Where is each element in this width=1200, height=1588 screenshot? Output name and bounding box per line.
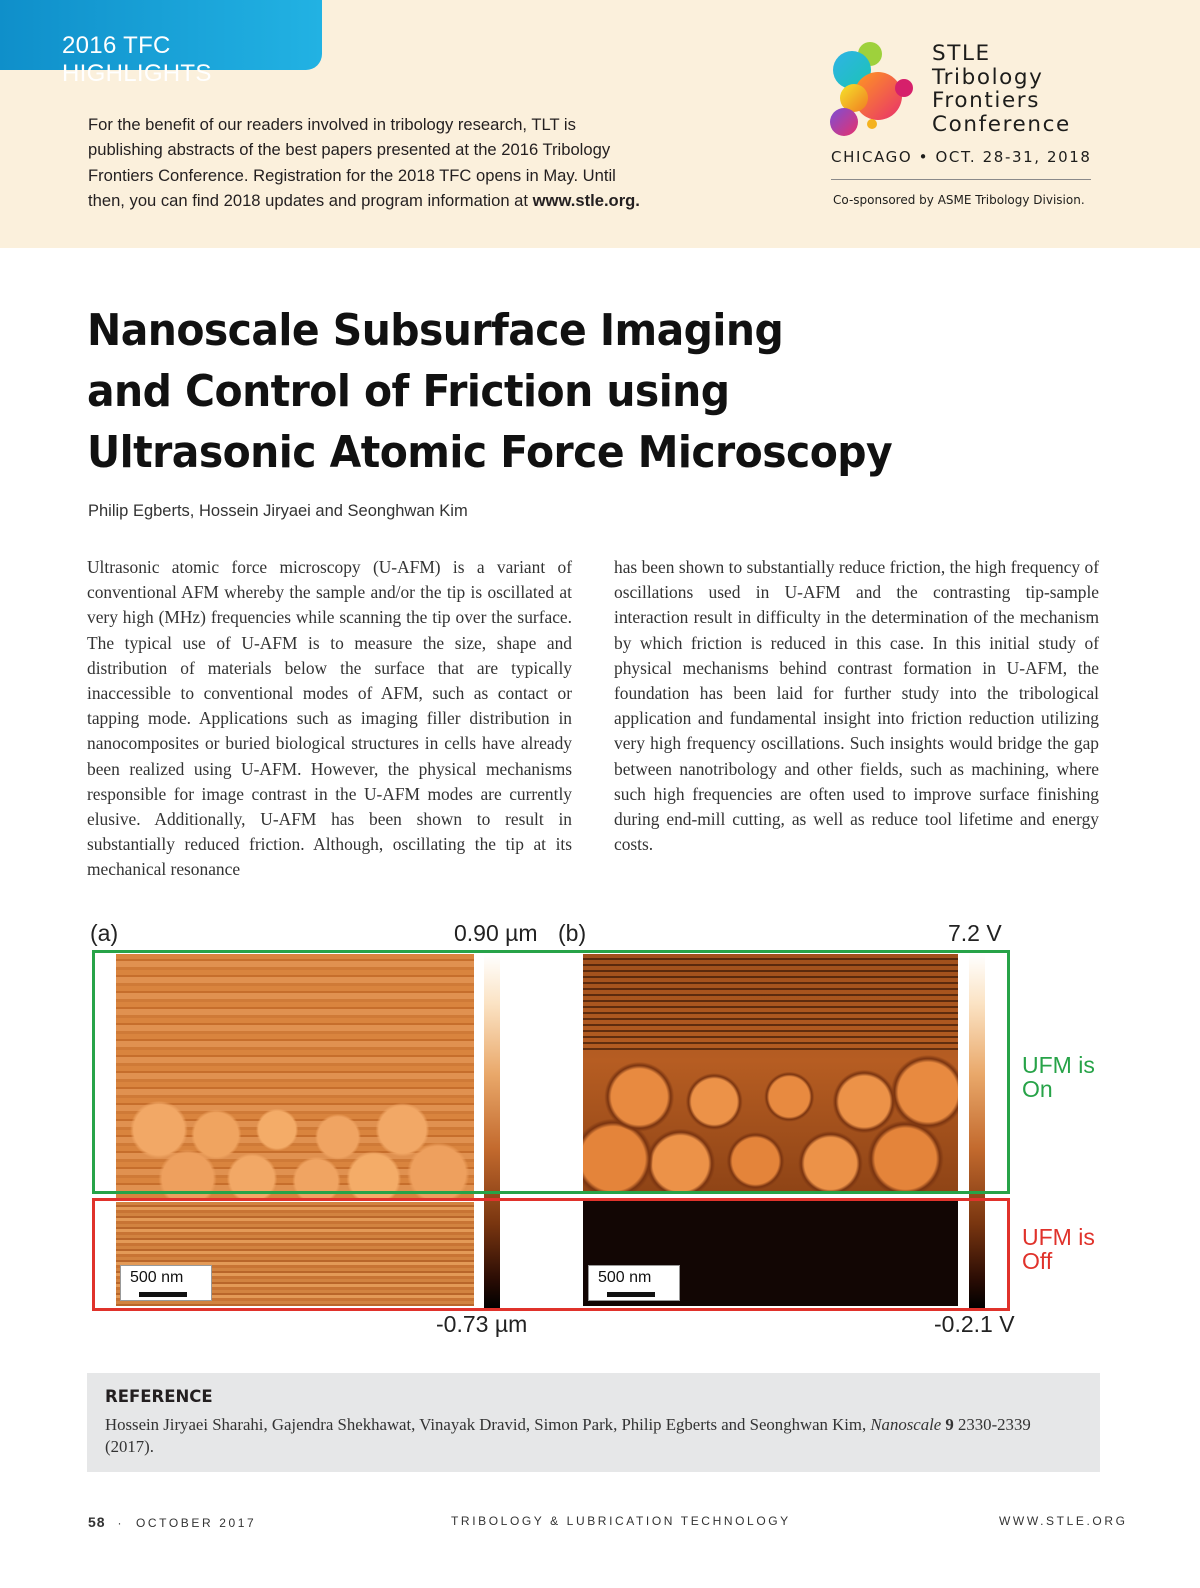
scale-bar-label: 500 nm bbox=[130, 1269, 184, 1286]
panel-b-min-label: -0.2.1 V bbox=[934, 1311, 1015, 1337]
reference-heading: REFERENCE bbox=[105, 1387, 213, 1406]
scale-bar-line bbox=[139, 1292, 187, 1297]
article-title bbox=[87, 300, 924, 483]
logo-line: STLE bbox=[932, 41, 991, 66]
intro-line: For the benefit of our readers involved in tribology research, TLT is bbox=[88, 115, 576, 134]
ufm-on-line: UFM is bbox=[1022, 1052, 1095, 1078]
tfc-logo-icon bbox=[826, 38, 918, 138]
reference-volume: 9 bbox=[945, 1415, 954, 1434]
panel-b-scale-bar bbox=[588, 1265, 680, 1301]
publication-name: TRIBOLOGY & LUBRICATION TECHNOLOGY bbox=[451, 1514, 791, 1528]
panel-a-scale-bar bbox=[120, 1265, 212, 1301]
logo-line: Frontiers bbox=[932, 88, 1041, 113]
cosponsor-note: Co-sponsored by ASME Tribology Division. bbox=[833, 193, 1085, 207]
intro-line: publishing abstracts of the best papers presented at the 2016 Tribology bbox=[88, 140, 611, 160]
intro-url-link[interactable]: www.stle.org. bbox=[532, 190, 640, 210]
afm-figure bbox=[86, 918, 1116, 1348]
panel-a-label: (a) bbox=[90, 920, 119, 946]
footer-separator: · bbox=[117, 1516, 125, 1530]
section-tab bbox=[0, 0, 322, 87]
page-number: 58 bbox=[88, 1514, 106, 1530]
reference-authors: Hossein Jiryaei Sharahi, Gajendra Shekhawat, Vinayak Dravid, Simon Park, Philip Egberts and Seonghwan Kim, bbox=[105, 1415, 871, 1434]
issue-date: OCTOBER 2017 bbox=[135, 1516, 257, 1530]
title-line: Nanoscale Subsurface Imaging bbox=[87, 305, 784, 356]
logo-line: Tribology bbox=[932, 64, 1044, 90]
ufm-off-label bbox=[1022, 1225, 1095, 1273]
reference-journal: Nanoscale bbox=[870, 1415, 942, 1434]
intro-line-text: then, you can find 2018 updates and program information at bbox=[88, 190, 533, 210]
website-link[interactable]: WWW.STLE.ORG bbox=[999, 1514, 1128, 1528]
footer-left bbox=[88, 1514, 256, 1530]
ufm-off-region bbox=[92, 1198, 1010, 1311]
reference-pages: 2330-2339 (2017). bbox=[105, 1415, 1031, 1456]
ufm-on-region bbox=[92, 950, 1010, 1194]
title-line: and Control of Friction using bbox=[87, 366, 730, 417]
tfc-logo-text bbox=[932, 42, 1071, 136]
divider bbox=[831, 179, 1091, 180]
intro-line bbox=[88, 188, 648, 213]
section-tab-label: 2016 TFC HIGHLIGHTS bbox=[62, 32, 212, 87]
conference-date: CHICAGO • OCT. 28-31, 2018 bbox=[831, 148, 1092, 166]
ufm-on-label bbox=[1022, 1053, 1095, 1101]
body-column-left: Ultrasonic atomic force microscopy (U-AFM) is a variant of conventional AFM whereby the sample and/or the tip is oscillated at very high (MHz) frequencies while scanning the tip over the surface. The typical use of U-AFM is to measure the size, shape and distribution of materials below the surface that are typically inaccessible to conventional modes of AFM, such as contact or tapping mode. Applications such as imaging filler distribution in nanocomposites or buried biological structures in cells have already been realized using U-AFM. However, the physical mechanisms responsible for image contrast in the U-AFM modes are currently elusive. Additionally, U-AFM has been shown to result in substantially reduced friction. Although, oscillating the tip at its mechanical resonance bbox=[87, 557, 572, 880]
ufm-off-line: UFM is bbox=[1022, 1224, 1095, 1250]
panel-a-max-label: 0.90 µm bbox=[454, 920, 538, 946]
title-line: Ultrasonic Atomic Force Microscopy bbox=[87, 427, 893, 478]
panel-b-max-label: 7.2 V bbox=[948, 920, 1002, 946]
scale-bar-line bbox=[607, 1292, 655, 1297]
ufm-on-line: On bbox=[1022, 1076, 1053, 1102]
panel-a-min-label: -0.73 µm bbox=[436, 1311, 528, 1337]
reference-box bbox=[87, 1373, 1100, 1472]
panel-b-label: (b) bbox=[558, 920, 587, 946]
ufm-off-line: Off bbox=[1022, 1248, 1053, 1274]
logo-line: Conference bbox=[932, 111, 1071, 137]
scale-bar-label: 500 nm bbox=[598, 1269, 652, 1286]
intro-line: Frontiers Conference. Registration for the 2018 TFC opens in May. Until bbox=[88, 165, 616, 185]
header-banner bbox=[0, 0, 1200, 248]
body-column-right: has been shown to substantially reduce friction, the high frequency of oscillations used in U-AFM and the contrasting tip-sample interaction result in difficulty in the determination of the mechanism by which friction is reduced in this case. In this initial study of physical mechanisms behind contrast formation in U-AFM, the foundation has been laid for further study into the tribological application and fundamental insight into friction reduction utilizing very high frequency oscillations. Such insights would bridge the gap between nanotribology and other fields, such as machining, where such high frequencies are often used to improve surface finishing during end-mill cutting, as well as reduce tool lifetime and energy costs. bbox=[614, 557, 1099, 855]
article-authors: Philip Egberts, Hossein Jiryaei and Seonghwan Kim bbox=[88, 502, 468, 520]
reference-text bbox=[105, 1414, 1065, 1457]
intro-paragraph bbox=[88, 112, 648, 213]
